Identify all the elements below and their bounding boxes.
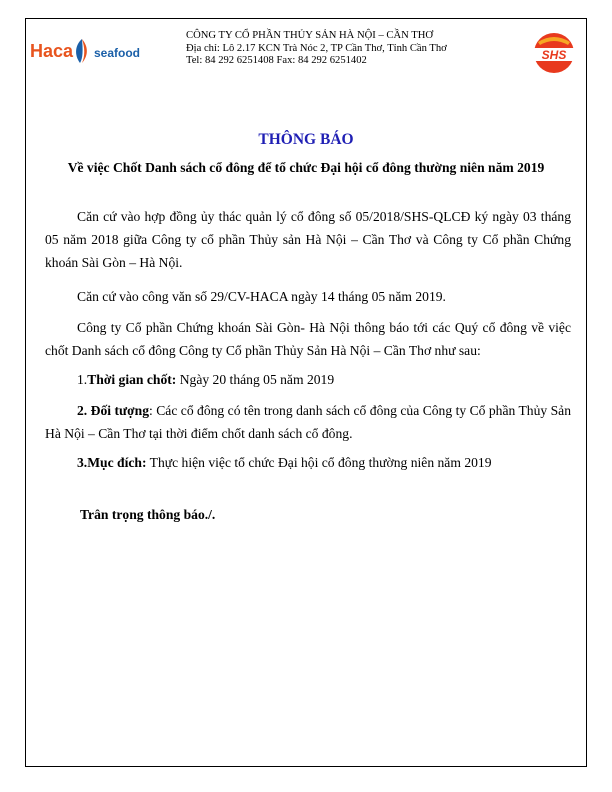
haca-drop-accent-icon bbox=[82, 39, 87, 63]
document-title: THÔNG BÁO bbox=[258, 131, 354, 148]
haca-drop-icon bbox=[76, 39, 83, 63]
shs-logo bbox=[528, 30, 580, 81]
paragraph-2: Căn cứ vào công văn số 29/CV-HACA ngày 14 tháng 05 năm 2019. bbox=[77, 289, 446, 304]
item-1 bbox=[45, 368, 571, 391]
item-1-number: 1. bbox=[77, 372, 88, 387]
closing-line: Trân trọng thông báo./. bbox=[80, 507, 216, 522]
paragraph-2-block bbox=[45, 285, 571, 308]
item-2-text: : Các cổ đông có tên trong danh sách cổ đông của Công ty Cổ phần Thủy Sản Hà Nội – Cần Thơ tại thời điểm chốt danh sách cổ đông. bbox=[45, 403, 571, 441]
item-1-block bbox=[45, 368, 571, 391]
paragraph-3: Công ty Cổ phần Chứng khoán Sài Gòn- Hà Nội thông báo tới các Quý cổ đông về việc chốt Danh sách cổ đông Công ty Cổ phần Thủy Sản Hà Nội – Cần Thơ như sau: bbox=[45, 320, 571, 358]
company-header bbox=[186, 30, 516, 68]
paragraph-1: Căn cứ vào hợp đồng ủy thác quản lý cổ đông số 05/2018/SHS-QLCĐ ký ngày 03 tháng 05 năm 2018 giữa Công ty cổ phần Thủy sản Hà Nội – Cần Thơ và Công ty Cổ phần Chứng khoán Sài Gòn – Hà Nội. bbox=[45, 209, 571, 270]
shs-logo-graphic bbox=[528, 30, 580, 76]
item-3-block bbox=[45, 451, 571, 474]
seafood-logo-text: seafood bbox=[94, 46, 141, 60]
document-subtitle: Về việc Chốt Danh sách cổ đông để tổ chức Đại hội cổ đông thường niên năm 2019 bbox=[67, 160, 545, 175]
haca-logo-text: Haca bbox=[30, 41, 74, 61]
item-2-block bbox=[45, 399, 571, 445]
item-2-label: 2. Đối tượng bbox=[77, 403, 150, 418]
item-3-text: Thực hiện việc tổ chức Đại hội cổ đông thường niên năm 2019 bbox=[146, 455, 492, 470]
haca-seafood-logo bbox=[30, 36, 150, 73]
item-3-label: 3.Mục đích: bbox=[77, 455, 147, 470]
item-1-label: Thời gian chốt: bbox=[87, 372, 177, 387]
company-phone-fax: Tel: 84 292 6251408 Fax: 84 292 6251402 bbox=[186, 55, 367, 67]
shs-logo-text: SHS bbox=[541, 48, 567, 62]
item-1-text: Ngày 20 tháng 05 năm 2019 bbox=[176, 372, 335, 387]
paragraph-1-block bbox=[45, 205, 571, 274]
item-3 bbox=[45, 451, 571, 474]
company-address: Địa chỉ: Lô 2.17 KCN Trà Nóc 2, TP Cần Thơ, Tỉnh Cần Thơ bbox=[186, 42, 447, 54]
paragraph-3-block bbox=[45, 316, 571, 362]
haca-logo-graphic bbox=[30, 36, 150, 68]
company-name: CÔNG TY CỔ PHẦN THỦY SẢN HÀ NỘI – CẦN THƠ bbox=[186, 30, 434, 41]
item-2 bbox=[45, 399, 571, 445]
